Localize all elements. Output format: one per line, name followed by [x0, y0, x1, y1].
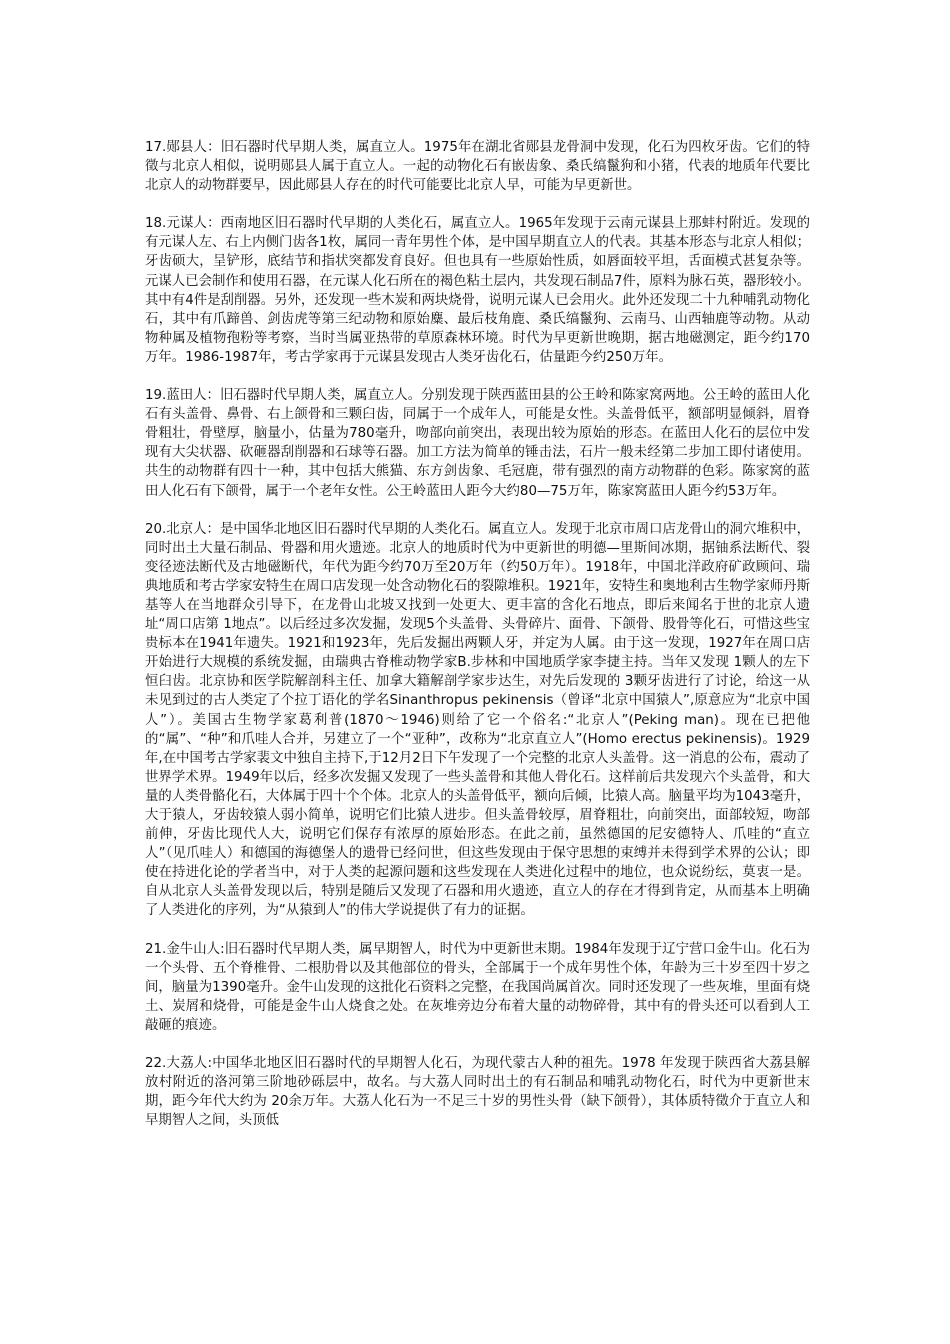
entry-text: 20.北京人：是中国华北地区旧石器时代早期的人类化石。属直立人。发现于北京市周口店龙骨山的洞穴堆积中，同时出土大量石制品、骨器和用火遗迹。北京人的地质时代为中更新世的明德—里斯间冰期，据铀系法断代、裂变径迹法断代及古地磁断代，年代为距今约70万至20万年（约50万年）。1918年，中国北洋政府矿政顾问、瑞典地质和考古学家安特生在周口店发现一处含动物化石的裂隙堆积。1921年，安特生和奥地利古生物学家师丹斯基等人在当地群众引导下，在龙骨山北坡又找到一处更大、更丰富的含化石地点，即后来闻名于世的北京人遗址“周口店第 1地点”。以后经过多次发掘，发现5个头盖骨、头骨碎片、面骨、下颌骨、股骨等化石，可惜这些宝贵标本在1941年遗失。1921和1923年，先后发掘出两颗人牙，并定为人属。由于这一发现，1927年在周口店开始进行大规模的系统发掘，由瑞典古脊椎动物学家B.步林和中国地质学家李捷主持。当年又发现 1颗人的左下恒臼齿。北京协和医学院解剖科主任、加拿大籍解剖学家步达生，对先后发现的 3颗牙齿进行了讨论，给这一从未见到过的古人类定了个拉丁语化的学名Sinanthropus pekinensis（曾译“北京中国猿人”,原意应为“北京中国人”）。美国古生物学家葛利普(1870～1946)则给了它一个俗名:“北京人”(Peking man)。现在已把他的“属”、“种”和爪哇人合并，另建立了一个“亚种”，改称为“北京直立人”(Homo erectus pekinensis)。1929年,在中国考古学家裴文中独自主持下,于12月2日下午发现了一个完整的北京人头盖骨。这一消息的公布，震动了世界学术界。1949年以后，经多次发掘又发现了一些头盖骨和其他人骨化石。这样前后共发现六个头盖骨，和大量的人类骨骼化石，大体属于四十个个体。北京人的头盖骨低平，额向后倾，比猿人高。脑量平均为1043毫升，大于猿人，牙齿较猿人弱小简单，说明它们比猿人进步。但头盖骨较厚，眉脊粗壮，向前突出，面部较短，吻部前伸，牙齿比现代人大，说明它们保存有浓厚的原始形态。在此之前，虽然德国的尼安德特人、爪哇的“直立人”（见爪哇人）和德国的海德堡人的遗骨已经问世，但这些发现由于保守思想的束缚并未得到学术界的公认；即使在持进化论的学者当中，对于人类的起源问题和这些发现在人类进化过程中的地位，也众说纷纭，莫衷一是。自从北京人头盖骨发现以后，特别是随后又发现了石器和用火遗迹，直立人的存在才得到肯定，从而基本上明确了人类进化的序列，为“从猿到人”的伟大学说提供了有力的证据。 [145, 521, 810, 919]
document-page [145, 138, 810, 1149]
entry-text: 18.元谋人：西南地区旧石器时代早期的人类化石，属直立人。1965年发现于云南元谋县上那蚌村附近。发现的有元谋人左、右上内侧门齿各1枚，属同一青年男性个体，是中国早期直立人的代表。其基本形态与北京人相似；牙齿硕大，呈铲形，底结节和指状突都发育良好。但也具有一些原始性质，如唇面较平坦，舌面模式甚复杂等。元谋人已会制作和使用石器，在元谋人化石所在的褐色粘土层内，共发现石制品7件，原料为脉石英，器形较小。其中有4件是刮削器。另外，还发现一些木炭和两块烧骨，说明元谋人已会用火。此外还发现二十九种哺乳动物化石，其中有爪蹄兽、剑齿虎等第三纪动物和原始麋、最后枝角鹿、桑氏缟鬣狗、云南马、山西轴鹿等动物。从动物种属及植物孢粉等考察，当时当属亚热带的草原森林环境。时代为早更新世晚期，据古地磁测定，距今约170万年。1986-1987年，考古学家再于元谋县发现古人类牙齿化石，估量距今约250万年。 [145, 216, 810, 365]
entry-17-yunxian-man [145, 138, 810, 195]
entry-19-lantian-man [145, 386, 810, 501]
entry-21-jinniushan-man [145, 940, 810, 1035]
entry-text: 19.蓝田人：旧石器时代早期人类，属直立人。分别发现于陕西蓝田县的公王岭和陈家窝两地。公王岭的蓝田人化石有头盖骨、鼻骨、右上颌骨和三颗臼齿，同属于一个成年人，可能是女性。头盖骨低平，额部明显倾斜，眉脊骨粗壮，骨壁厚，脑量小，估量为780毫升，吻部向前突出，表现出较为原始的形态。在蓝田人化石的层位中发现有大尖状器、砍砸器刮削器和石球等石器。加工方法为简单的锤击法，石片一般未经第二步加工即付诸使用。共生的动物群有四十一种，其中包括大熊猫、东方剑齿象、毛冠鹿，带有强烈的南方动物群的色彩。陈家窝的蓝田人化石有下颌骨，属于一个老年女性。公王岭蓝田人距今大约80—75万年，陈家窝蓝田人距今约53万年。 [145, 388, 810, 499]
entry-text: 21.金牛山人:旧石器时代早期人类，属早期智人，时代为中更新世末期。1984年发现于辽宁营口金牛山。化石为一个头骨、五个脊椎骨、二根肋骨以及其他部位的骨头，全部属于一个成年男性个体，年龄为三十岁至四十岁之间，脑量为1390毫升。金牛山发现的这批化石资料之完整，在我国尚属首次。同时还发现了一些灰堆，里面有烧土、炭屑和烧骨，可能是金牛山人烧食之处。在灰堆旁边分布着大量的动物碎骨，其中有的骨头还可以看到人工敲砸的痕迹。 [145, 941, 810, 1033]
entry-22-dali-man [145, 1054, 810, 1130]
entry-18-yuanmou-man [145, 214, 810, 367]
entry-20-peking-man [145, 520, 810, 921]
entry-text: 17.郧县人：旧石器时代早期人类，属直立人。1975年在湖北省郧县龙骨洞中发现，化石为四枚牙齿。它们的特徵与北京人相似，说明郧县人属于直立人。一起的动物化石有嵌齿象、桑氏缟鬣狗和小猪，代表的地质年代要比北京人的动物群要早，因此郧县人存在的时代可能要比北京人早，可能为早更新世。 [145, 140, 810, 194]
entry-text: 22.大荔人:中国华北地区旧石器时代的早期智人化石，为现代蒙古人种的祖先。1978 年发现于陕西省大荔县解放村附近的洛河第三阶地砂砾层中，故名。与大荔人同时出土的有石制品和哺乳动物化石，时代为中更新世末期，距今年代大约为 20余万年。大荔人化石为一不足三十岁的男性头骨（缺下颌骨），其体质特徵介于直立人和早期智人之间，头顶低 [145, 1056, 810, 1129]
